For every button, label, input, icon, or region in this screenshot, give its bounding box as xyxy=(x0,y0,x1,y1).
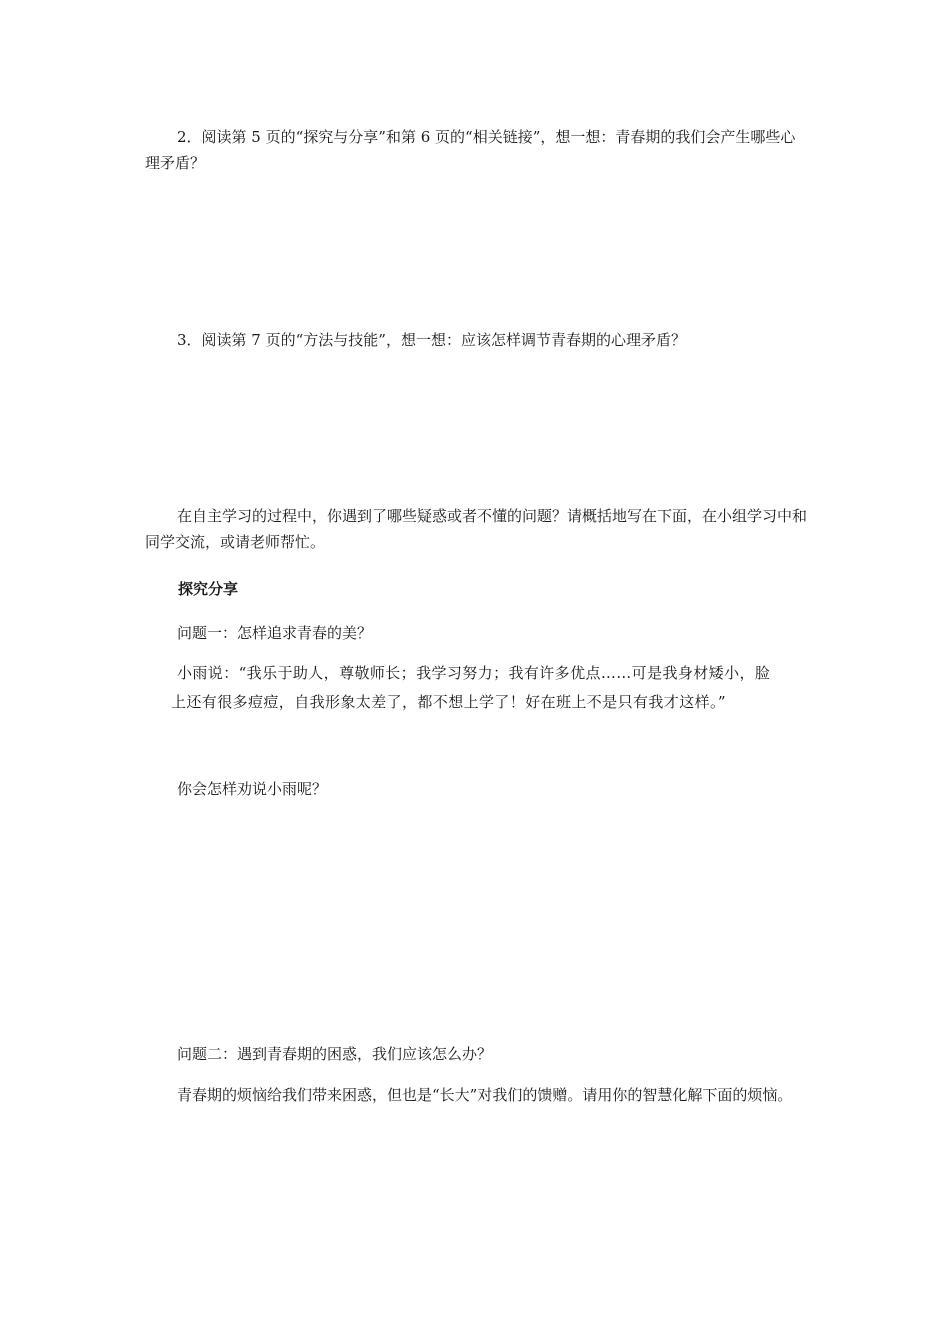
question-3: 3．阅读第 7 页的“方法与技能”，想一想：应该怎样调节青春期的心理矛盾？ xyxy=(177,331,686,349)
section-title: 探究分享 xyxy=(178,580,239,598)
xiaoyu-quote xyxy=(145,659,810,717)
problem-2: 问题二：遇到青春期的困惑，我们应该怎么办？ xyxy=(177,1045,493,1063)
persuade-question: 你会怎样劝说小雨呢？ xyxy=(177,780,328,798)
question-2: 2．阅读第 5 页的“探究与分享”和第 6 页的“相关链接”，想一想：青春期的我们会产生哪些心理矛盾？ xyxy=(145,128,796,172)
quote-line-1: 小雨说：“我乐于助人，尊敬师长；我学习努力；我有许多优点……可是我身材矮小，脸 xyxy=(177,664,771,682)
quote-line-2: 上还有很多痘痘，自我形象太差了，都不想上学了！好在班上不是只有我才这样。” xyxy=(171,693,726,711)
troubles-prompt: 青春期的烦恼给我们带来困惑，但也是“长大”对我们的馈赠。请用你的智慧化解下面的烦恼。 xyxy=(177,1086,793,1104)
problem-1: 问题一：怎样追求青春的美？ xyxy=(177,624,373,642)
self-study-prompt: 在自主学习的过程中，你遇到了哪些疑惑或者不懂的问题？请概括地写在下面，在小组学习中和同学交流，或请老师帮忙。 xyxy=(145,507,808,551)
